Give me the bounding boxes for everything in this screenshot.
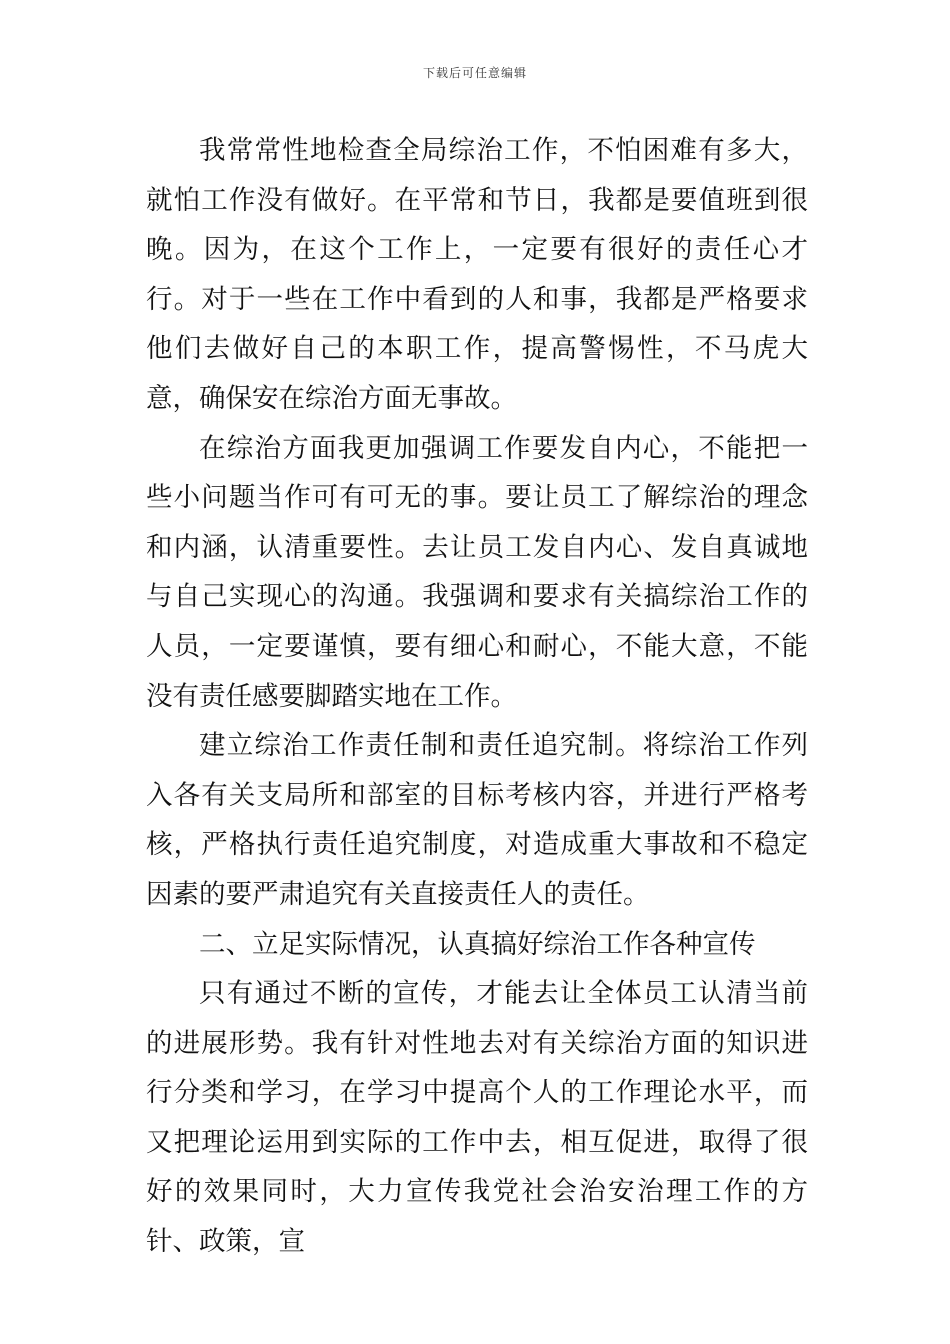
paragraph-duty-check: 我常常性地检查全局综治工作，不怕困难有多大，就怕工作没有做好。在平常和节日，我都是要值班到很晚。因为，在这个工作上，一定要有很好的责任心才行。对于一些在工作中看到的人和事，我都是严格要求他们去做好自己的本职工作，提高警惕性，不马虎大意，确保安在综治方面无事故。 <box>146 135 808 414</box>
paragraph-responsibility-system: 建立综治工作责任制和责任追究制。将综治工作列入各有关支局所和部室的目标考核内容，并进行严格考核，严格执行责任追究制度，对造成重大事故和不稳定因素的要严肃追究有关直接责任人的责任。 <box>146 730 808 910</box>
section-heading: 二、立足实际情况，认真搞好综治工作各种宣传 <box>199 928 756 960</box>
paragraph-publicity: 只有通过不断的宣传，才能去让全体员工认清当前的进展形势。我有针对性地去对有关综治方面的知识进行分类和学习，在学习中提高个人的工作理论水平，而又把理论运用到实际的工作中去，相互促进，取得了很好的效果同时，大力宣传我党社会治安治理工作的方针、政策，宣 <box>146 978 808 1258</box>
paragraph-awareness: 在综治方面我更加强调工作要发自内心，不能把一些小问题当作可有可无的事。要让员工了解综治的理念和内涵，认清重要性。去让员工发自内心、发自真诚地与自己实现心的沟通。我强调和要求有关搞综治工作的人员，一定要谨慎，要有细心和耐心，不能大意，不能没有责任感要脚踏实地在工作。 <box>146 432 808 712</box>
page-header-note: 下载后可任意编辑 <box>422 66 527 80</box>
document-body <box>146 126 808 1267</box>
